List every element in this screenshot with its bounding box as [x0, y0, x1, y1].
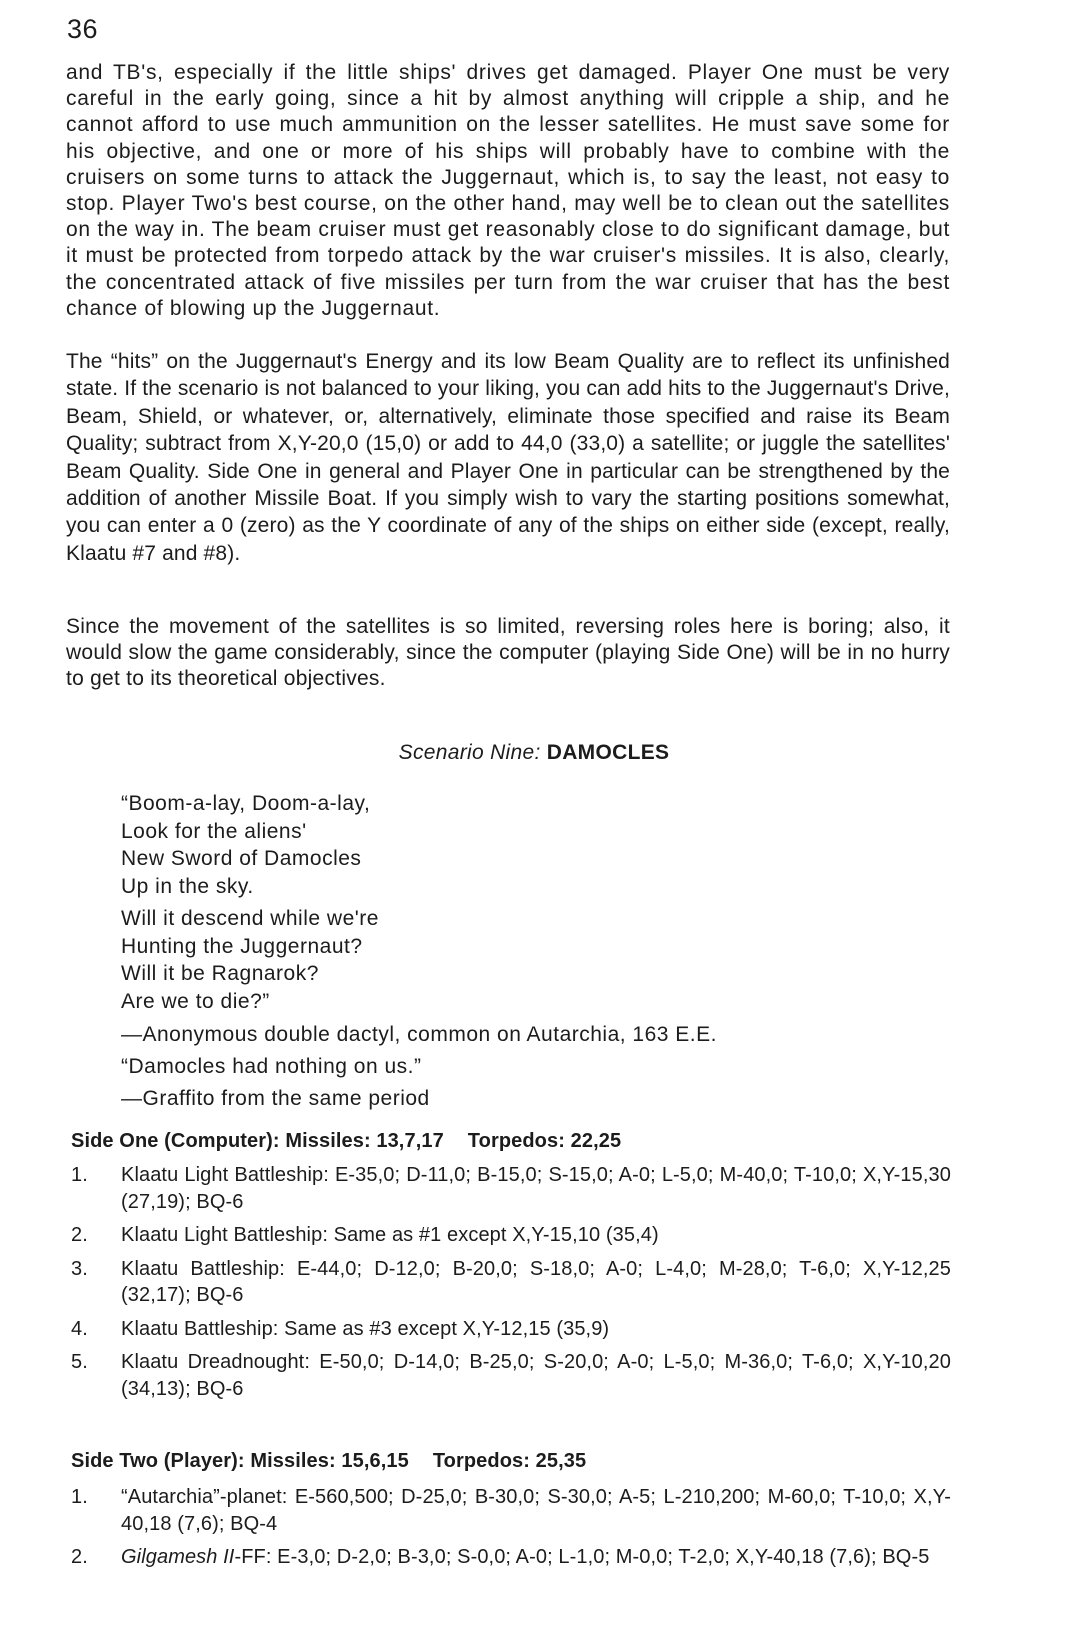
ship-entry: [71, 1162, 951, 1215]
entry-number: 1.: [71, 1486, 88, 1508]
side-one-missiles: Side One (Computer): Missiles: 13,7,17: [71, 1130, 444, 1152]
side-two-heading: [71, 1450, 586, 1473]
side-two-ship-list: [71, 1484, 951, 1578]
ship-entry: [71, 1256, 951, 1309]
ship-entry: [71, 1544, 951, 1571]
entry-number: 3.: [71, 1257, 88, 1280]
body-paragraph: and TB's, especially if the little ships' drives get damaged. Player One must be very careful in the early going, since a hit by almost anything will cripple a ship, and he cannot afford to use much ammunition on the lesser satellites. He must save some for his objective, and one or more of his ships will probably have to combine with the cruisers on some turns to attack the Juggernaut, which is, to say the least, not easy to stop. Player Two's best course, on the other hand, may well be to clean out the satellites on the way in. The beam cruiser must get reasonably close to do significant damage, but it must be protected from torpedo attack by the war cruiser's missiles. It is also, clearly, the concentrated attack of five missiles per turn from the war cruiser that has the best chance of blowing up the Juggernaut.: [66, 61, 950, 320]
entry-text: “Autarchia”-planet: E-560,500; D-25,0; B-30,0; S-30,0; A-5; L-210,200; M-60,0; T-10,0; X,Y-40,18 (7,6); BQ-4: [121, 1486, 951, 1535]
side-one-ship-list: [71, 1162, 951, 1409]
side-two-torpedoes: Torpedos: 25,35: [432, 1450, 587, 1472]
entry-text: Klaatu Battleship: E-44,0; D-12,0; B-20,0; S-18,0; A-0; L-4,0; M-28,0; T-6,0; X,Y-12,25 (32,17); BQ-6: [121, 1257, 951, 1306]
body-paragraph: Since the movement of the satellites is so limited, reversing roles here is boring; also, it would slow the game considerably, since the computer (playing Side One) will be in no hurry to get to its theoretical objectives.: [66, 615, 950, 691]
scenario-title-name: DAMOCLES: [546, 741, 670, 764]
poem-line: Will it descend while we're: [121, 907, 379, 930]
poem-line: Hunting the Juggernaut?: [121, 934, 363, 958]
scenario-title-lead: Scenario Nine:: [398, 741, 541, 764]
body-paragraph: The “hits” on the Juggernaut's Energy and its low Beam Quality are to reflect its unfinished state. If the scenario is not balanced to your liking, you can add hits to the Juggernaut's Drive, Beam, Shield, or whatever, or, alternatively, eliminate those specified and raise its Beam Quality; subtract from X,Y-20,0 (15,0) or add to 44,0 (33,0) a satellite; or juggle the satellites' Beam Quality. Side One in general and Player One in particular can be strengthened by the addition of another Missile Boat. If you simply wish to vary the starting positions somewhat, you can enter a 0 (zero) as the Y coordinate of any of the ships on either side (except, really, Klaatu #7 and #8).: [66, 350, 950, 565]
poem-line: New Sword of Damocles: [121, 847, 362, 870]
entry-number: 4.: [71, 1317, 88, 1340]
epigraph-poem: [121, 790, 717, 1115]
entry-number: 2.: [71, 1224, 88, 1246]
poem-line: “Boom-a-lay, Doom-a-lay,: [121, 792, 371, 815]
poem-stanza: [121, 905, 717, 1015]
scenario-title: [0, 741, 1068, 765]
ship-entry: [71, 1316, 951, 1343]
side-two-missiles: Side Two (Player): Missiles: 15,6,15: [71, 1450, 409, 1472]
entry-number: 1.: [71, 1164, 88, 1186]
poem-line: Are we to die?”: [121, 989, 270, 1013]
side-one-heading: [71, 1130, 621, 1153]
entry-text: Klaatu Dreadnought: E-50,0; D-14,0; B-25,0; S-20,0; A-0; L-5,0; M-36,0; T-6,0; X,Y-10,20 (34,13); BQ-6: [121, 1351, 951, 1400]
ship-entry: [71, 1222, 951, 1249]
entry-text: Klaatu Light Battleship: E-35,0; D-11,0; B-15,0; S-15,0; A-0; L-5,0; M-40,0; T-10,0; X,Y-15,30 (27,19); BQ-6: [121, 1164, 951, 1213]
poem-line: Up in the sky.: [121, 874, 254, 898]
ship-entry: [71, 1484, 951, 1537]
quote-attribution: —Graffito from the same period: [121, 1087, 430, 1110]
quote-line: “Damocles had nothing on us.”: [121, 1055, 422, 1078]
poem-attribution: —Anonymous double dactyl, common on Autarchia, 163 E.E.: [121, 1023, 717, 1046]
entry-text: -FF: E-3,0; D-2,0; B-3,0; S-0,0; A-0; L-1,0; M-0,0; T-2,0; X,Y-40,18 (7,6); BQ-5: [234, 1546, 930, 1568]
entry-text: Klaatu Light Battleship: Same as #1 except X,Y-15,10 (35,4): [121, 1224, 659, 1246]
entry-number: 2.: [71, 1546, 88, 1568]
page-number: 36: [67, 14, 99, 44]
poem-line: Will it be Ragnarok?: [121, 962, 319, 985]
entry-text: Klaatu Battleship: Same as #3 except X,Y-12,15 (35,9): [121, 1317, 610, 1340]
side-one-torpedoes: Torpedos: 22,25: [467, 1130, 622, 1152]
poem-stanza: [121, 790, 717, 900]
poem-line: Look for the aliens': [121, 819, 307, 843]
entry-number: 5.: [71, 1351, 88, 1373]
ship-entry: [71, 1349, 951, 1402]
ship-name: Gilgamesh II: [121, 1546, 235, 1568]
